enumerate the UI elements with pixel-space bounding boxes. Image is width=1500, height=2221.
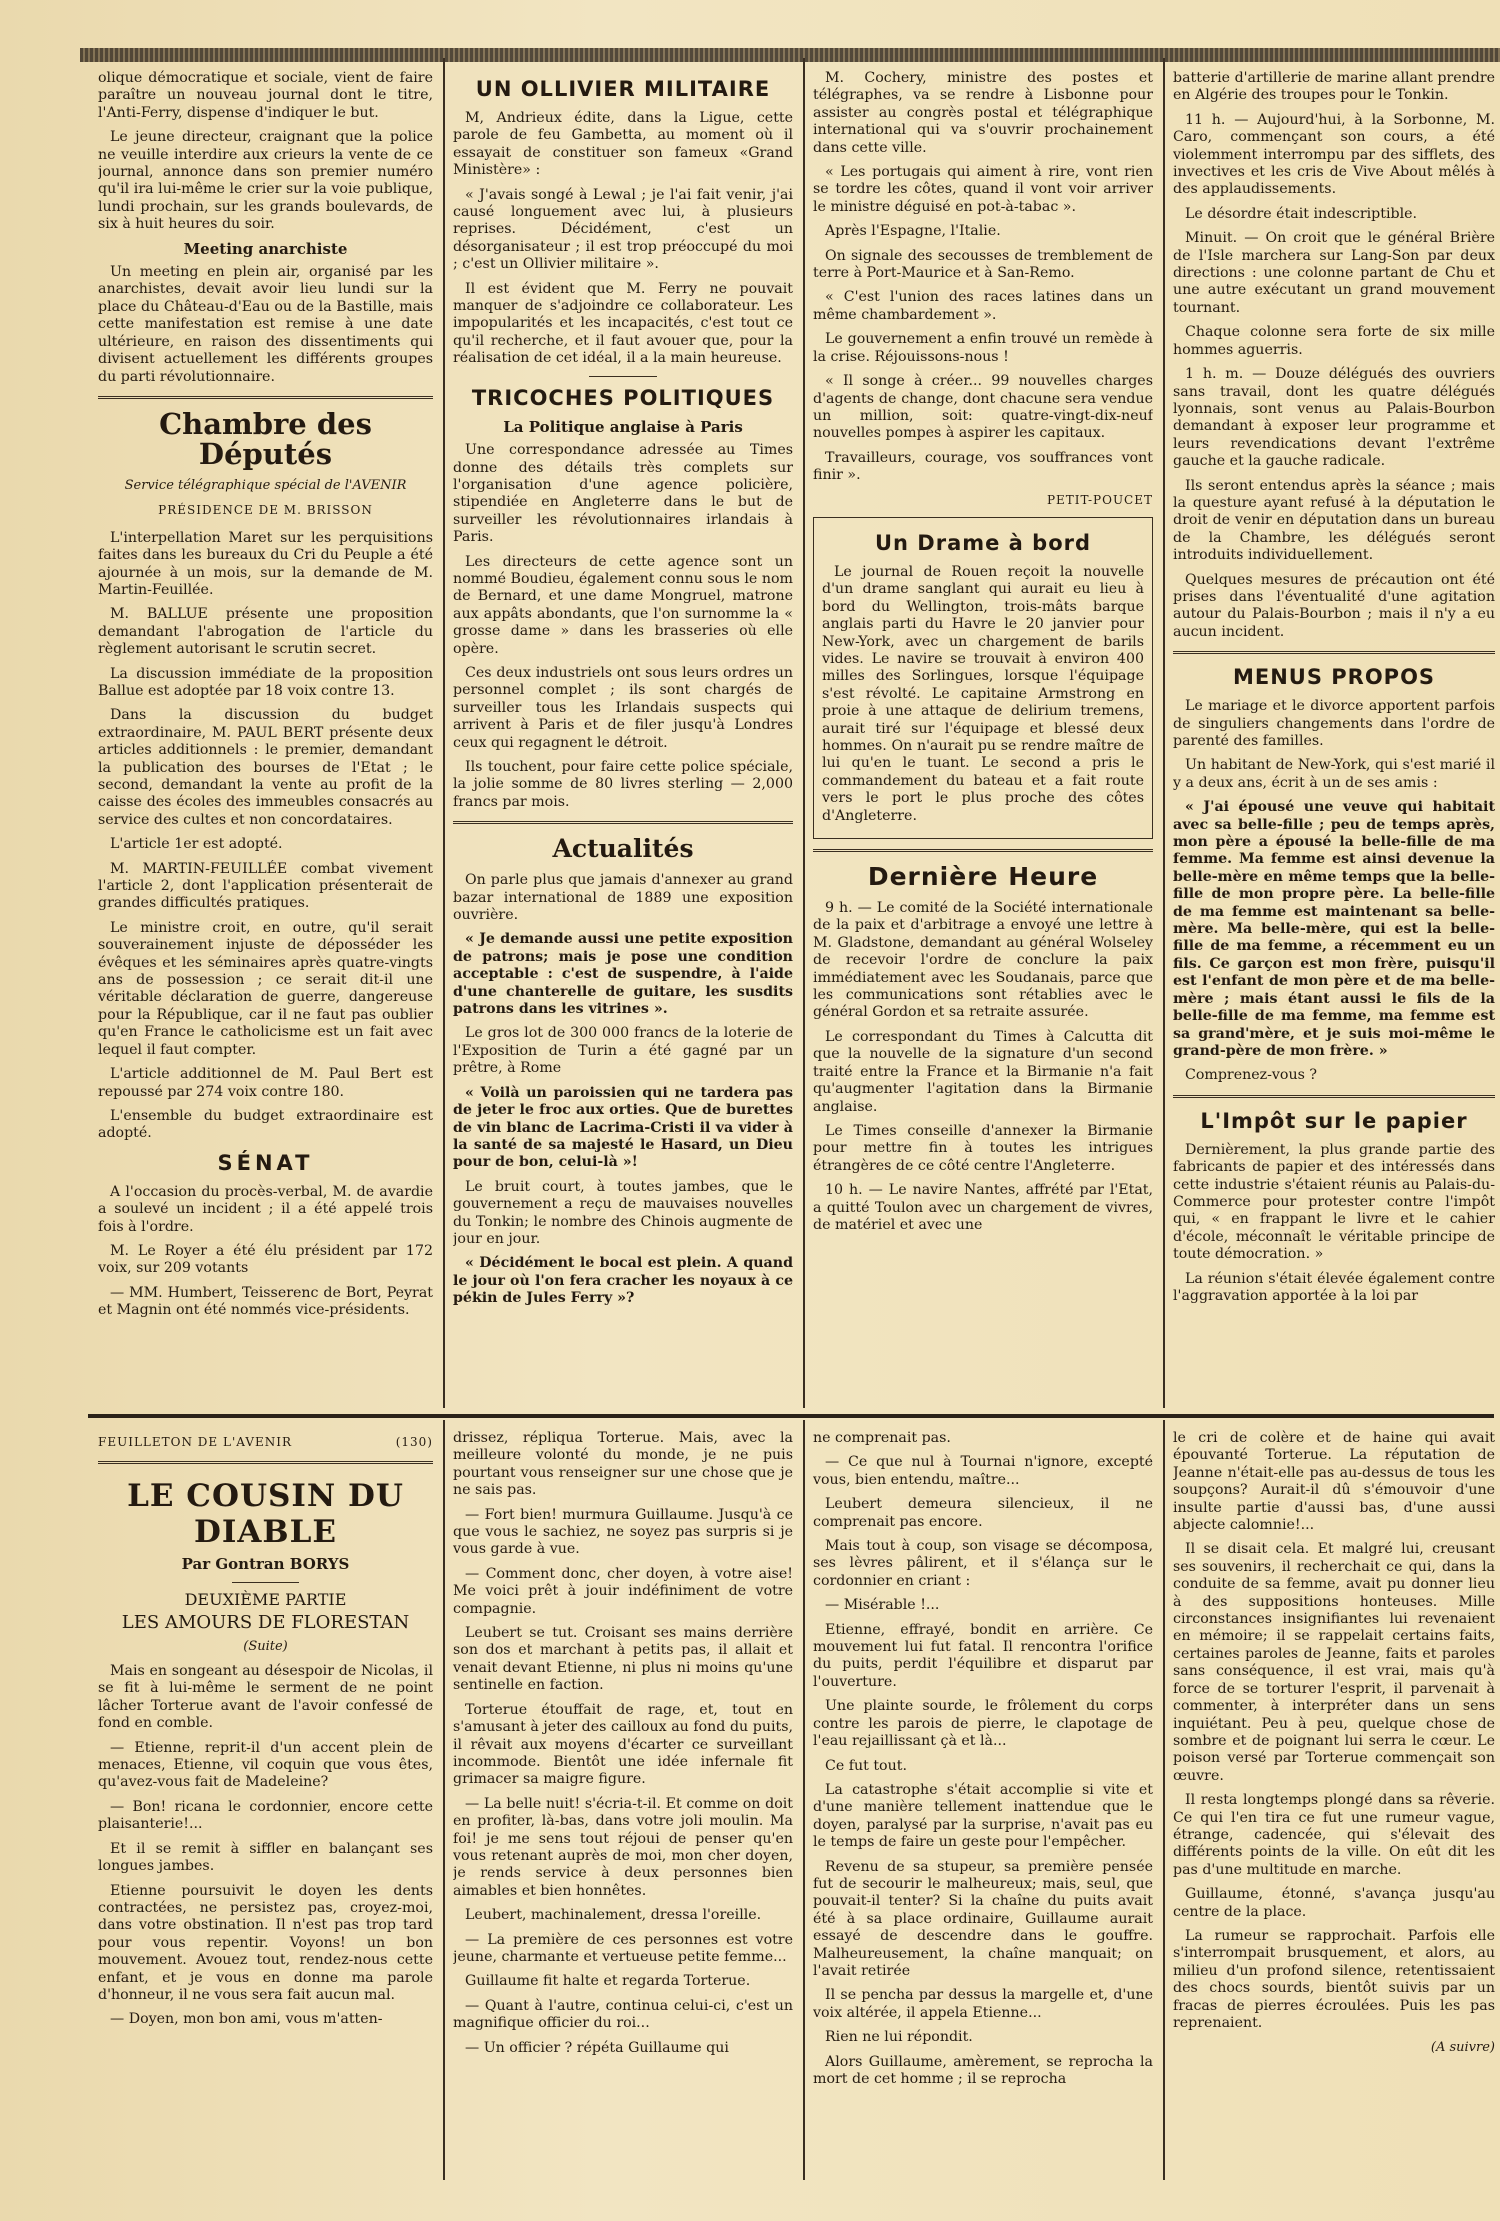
article-paragraph: « J'avais songé à Lewal ; je l'ai fait venir, j'ai causé longuement avec lui, à plusieurs reprises. Décidément, c'est un désorganisateur ; il est trop préoccupé du moi ; c'est un Ollivier militaire ».	[453, 186, 793, 273]
article-paragraph: Minuit. — On croit que le général Brière de l'Isle marchera sur Lang-Son par deux directions : une colonne partant de Chu et une autre exécutant un grand mouvement tournant.	[1173, 230, 1495, 316]
article-paragraph: Le journal de Rouen reçoit la nouvelle d'un drame sanglant qui aurait eu lieu à bord du Wellington, trois-mâts barque anglais parti du Havre le 20 janvier pour New-York, avec un chargement de barils vides. Le navire se trouvait à environ 400 milles des Sorlingues, lorsque l'équipage s'est révolté. Le capitaine Armstrong en proie à une attaque de delirium tremens, aurait tiré sur l'équipage et blessé deux hommes. On n'aurait pu se rendre maître de lui qu'en le tuant. Le second a pris le commandement du bateau et a fait route vers le port le plus proche des côtes d'Angleterre.	[822, 563, 1144, 824]
section-divider	[98, 1461, 433, 1464]
story-paragraph: — La première de ces personnes est votre jeune, charmante et vertueuse petite femme...	[453, 1931, 793, 1965]
story-paragraph: ne comprenait pas.	[813, 1430, 951, 1446]
article-paragraph: Ils seront entendus après la séance ; mais la questure ayant refusé à la députation le droit de venir en députation dans un bureau de la Chambre, les délégués seront introduits individuellement.	[1173, 477, 1495, 564]
divider	[589, 376, 657, 377]
story-paragraph: Torterue étouffait de rage, et, tout en s'amusant à jeter des cailloux au fond du puits, il rêvait aux moyens d'écarter ce surveillant incommode. Bientôt une idée infernale fit grimacer sa maigre figure.	[453, 1701, 793, 1788]
feuilleton-part: DEUXIÈME PARTIE	[184, 1589, 347, 1609]
article-paragraph: « Il songe à créer... 99 nouvelles charges d'agents de change, dont chacune sera vendue un million, soit: quatre-vingt-dix-neuf nouvelles pompes à aspirer les capitaux.	[813, 373, 1153, 442]
article-paragraph: Dernièrement, la plus grande partie des fabricants de papier et des intéressés dans cette industrie s'étaient réunis au Palais-du-Commerce pour protester contre l'impôt qui, « en frappant le livre et le cahier d'école, méconnaît le véritable principe de toute démocration. »	[1173, 1141, 1495, 1263]
story-paragraph: le cri de colère et de haine qui avait épouvanté Torterue. La réputation de Jeanne n'était-elle pas au-dessus de tous les soupçons? Aurait-il dû s'émouvoir d'une insulte partie d'aussi bas, d'une aussi abjecte calomnie!...	[1173, 1430, 1495, 1534]
article-paragraph: « J'ai épousé une veuve qui habitait avec sa belle-fille ; peu de temps après, mon père a épousé la belle-fille de ma femme. Ma femme est ainsi devenue la belle-mère en même temps que la belle-fille de mon propre père. La belle-fille de ma femme est maintenant sa belle-mère. Ma belle-mère, qui est la belle-fille de ma femme, a récemment eu un fils. Ce garçon est mon frère, puisqu'il est l'enfant de mon père et de ma belle-mère ; mais étant aussi le fils de la belle-fille de ma femme, ma femme est sa grand'mère, et je suis moi-même le grand-père de mon frère. »	[1173, 799, 1495, 1059]
column-1	[98, 70, 433, 1405]
story-paragraph: Leubert demeura silencieux, il ne comprenait pas encore.	[813, 1496, 1153, 1530]
section-heading: Actualités	[552, 834, 694, 864]
article-paragraph: On signale des secousses de tremblement de terre à Port-Maurice et à San-Remo.	[813, 247, 1153, 282]
article-paragraph: Le mariage et le divorce apportent parfois de singuliers changements dans l'ordre de parenté des familles.	[1173, 698, 1495, 749]
story-paragraph: Alors Guillaume, amèrement, se reprocha la mort de cet homme ; il se reprocha	[813, 2053, 1153, 2087]
column-2	[453, 70, 793, 1405]
article-paragraph: Le jeune directeur, craignant que la police ne veuille interdire aux crieurs la vente de ce journal, annonce dans son premier numéro qu'il ira lui-même le crier sur la voie publique, lundi prochain, sur les grands boulevards, de six à huit heures du soir.	[98, 129, 433, 233]
article-paragraph: L'article 1er est adopté.	[110, 836, 283, 853]
story-paragraph: La rumeur se rapprochait. Parfois elle s'interrompait brusquement, et alors, au milieu d'un profond silence, retentissaient des chocs sourds, bientôt suivis par un fracas de pierres écroulées. Puis les pas reprenaient.	[1173, 1927, 1495, 2031]
article-paragraph: La discussion immédiate de la proposition Ballue est adoptée par 18 voix contre 13.	[98, 665, 433, 699]
feuilleton-number: (130)	[395, 1435, 433, 1449]
to-be-continued: (A suivre)	[1430, 2040, 1495, 2056]
article-paragraph: Ils touchent, pour faire cette police spéciale, la jolie somme de 80 livres sterling — 2,000 francs par mois.	[453, 759, 793, 810]
column-rule	[1163, 58, 1165, 1408]
article-box	[813, 517, 1153, 839]
article-paragraph: Comprenez-vous ?	[1185, 1067, 1318, 1084]
article-paragraph: M. Le Royer a été élu président par 172 voix, sur 209 votants	[98, 1242, 433, 1277]
article-paragraph: « Je demande aussi une petite exposition de patrons; mais je pose une condition acceptable : c'est de suspendre, à l'aide d'une chanterelle de guitare, les susdits patrons dans les vitrines ».	[453, 931, 793, 1018]
feuilleton-label: FEUILLETON DE L'AVENIR	[98, 1435, 293, 1449]
article-paragraph: Une correspondance adressée au Times donne des détails très complets sur l'organisation d'une agence policière, stipendiée en Angleterre dans le but de surveiller les révolutionnaires irlandais à Paris.	[453, 442, 793, 546]
story-paragraph: Revenu de sa stupeur, sa première pensée fut de secourir le malheureux; mais, seul, que pouvait-il tenter? Si la chaîne du puits avait été à sa place ordinaire, Guillaume aurait essayé de descendre dans le gouffre. Malheureusement, la chaîne manquait; on l'avait retirée	[813, 1858, 1153, 1979]
story-paragraph: Une plainte sourde, le frôlement du corps contre les parois de pierre, le clapotage de l'eau rejaillissant çà et là...	[813, 1698, 1153, 1750]
section-heading: SÉNAT	[217, 1150, 314, 1175]
story-paragraph: Mais en songeant au désespoir de Nicolas, il se fit à lui-même le serment de ne point lâcher Torterue avant de l'avoir confessé de fond en comble.	[98, 1663, 433, 1732]
article-paragraph: La réunion s'était élevée également contre l'aggravation apportée à la loi par	[1173, 1270, 1495, 1304]
story-paragraph: — Quant à l'autre, continua celui-ci, c'est un magnifique officier du roi...	[453, 1997, 793, 2032]
story-paragraph: Il resta longtemps plongé dans sa rêverie. Ce qui l'en tira ce fut une rumeur vague, étrange, cadencée, qui s'élevait des différents points de la ville. On eût dit les pas d'une multitude en marche.	[1173, 1792, 1495, 1878]
article-paragraph: M, Andrieux édite, dans la Ligue, cette parole de feu Gambetta, au moment où il essayait de constituer son fameux «Grand Ministère» :	[453, 110, 793, 179]
story-paragraph: Etienne, effrayé, bondit en arrière. Ce mouvement lui fut fatal. Il rencontra l'orifice du puits, perdit l'équilibre et disparut par l'ouverture.	[813, 1621, 1153, 1690]
article-paragraph: L'ensemble du budget extraordinaire est adopté.	[98, 1107, 433, 1142]
article-paragraph: Dans la discussion du budget extraordinaire, M. PAUL BERT présente deux articles additionnels : le premier, demandant la publication des bourses de l'Etat ; le second, demandant la vente au profit de la caisse des écoles des immeubles consacrés au service des cultes et non concordataires.	[98, 707, 433, 828]
story-paragraph: — Misérable !...	[825, 1597, 940, 1614]
section-subheading: La Politique anglaise à Paris	[503, 417, 743, 436]
story-paragraph: Il se pencha par dessus la margelle et, d'une voix altérée, il appela Etienne...	[813, 1987, 1153, 2021]
article-paragraph: 11 h. — Aujourd'hui, à la Sorbonne, M. Caro, commençant son cours, a été violemment interrompu par des sifflets, des invectives et les cris de Vive About mêlés à des applaudissements.	[1173, 111, 1495, 198]
article-paragraph: On parle plus que jamais d'annexer au grand bazar international de 1889 une exposition ouvrière.	[453, 872, 793, 924]
column-3	[813, 70, 1153, 1405]
article-paragraph: « Voilà un paroissien qui ne tardera pas de jeter le froc aux orties. Que de burettes de vin blanc de Lacrima-Cristi il va vider à la santé de sa majesté le Hasard, un Dieu pour de bon, celui-là »!	[453, 1084, 793, 1171]
article-paragraph: Les directeurs de cette agence sont un nommé Boudieu, également connu sous le nom de Bernard, et une dame Mongruel, matrone aux appâts abondants, que l'on surnomme la « grosse dame » dans les brasseries où elle opère.	[453, 553, 793, 657]
section-divider	[1173, 651, 1495, 654]
article-paragraph: « Décidément le bocal est plein. A quand le jour où l'on fera cracher les noyaux à ce pékin de Jules Ferry »?	[453, 1255, 793, 1307]
story-paragraph: Guillaume fit halte et regarda Torterue.	[465, 1973, 751, 1990]
section-heading: TRICOCHES POLITIQUES	[471, 385, 775, 410]
section-divider	[453, 821, 793, 824]
story-paragraph: Mais tout à coup, son visage se décomposa, ses lèvres pâlirent, et il s'élança sur le cordonnier en criant :	[813, 1538, 1153, 1589]
article-paragraph: M. Cochery, ministre des postes et télégraphes, va se rendre à Lisbonne pour assister au congrès postal et télégraphique international qui va s'ouvrir prochainement dans cette ville.	[813, 70, 1153, 156]
story-paragraph: La catastrophe s'était accomplie si vite et d'une manière tellement inattendue que le doyen, paralysé par la surprise, n'avait pas eu le temps de faire un geste pour l'empêcher.	[813, 1781, 1153, 1851]
feuilleton-divider	[88, 1414, 1494, 1418]
feuilleton-column-3	[813, 1430, 1153, 2190]
article-paragraph: M. BALLUE présente une proposition demandant l'abrogation de l'article du règlement autorisant le scrutin secret.	[98, 606, 433, 658]
article-paragraph: A l'occasion du procès-verbal, M. de avardie a soulevé un incident ; il a été appelé trois fois à l'ordre.	[98, 1183, 433, 1235]
story-paragraph: Ce fut tout.	[825, 1757, 907, 1774]
column-4	[1173, 70, 1495, 1405]
article-paragraph: olique démocratique et sociale, vient de faire paraître un nouveau journal dont le titre, l'Anti-Ferry, dispense d'indiquer le but.	[98, 70, 433, 121]
top-border	[80, 48, 1500, 62]
article-paragraph: Le gouvernement a enfin trouvé un remède à la crise. Réjouissons-nous !	[813, 331, 1153, 365]
story-paragraph: Guillaume, étonné, s'avança jusqu'au centre de la place.	[1173, 1886, 1495, 1920]
column-rule	[443, 1420, 445, 2180]
story-paragraph: Il se disait cela. Et malgré lui, creusant ses souvenirs, il recherchait ce qui, dans la conduite de sa femme, avait pu donner lieu à des suppositions honteuses. Mille circonstances insignifiantes lui revenaient en mémoire; il se rappelait certains faits, certaines paroles de Jeanne, faits et paroles sans conséquence, il est vrai, mais qu'à force de se torturer l'esprit, il parvenait à commenter, à interpréter dans un sens inquiétant. Peu à peu, quelque chose de sombre et de poignant lui serra le cœur. Le poison versé par Torterue commençait son œuvre.	[1173, 1541, 1495, 1784]
story-paragraph: Leubert se tut. Croisant ses mains derrière son dos et marchant à petits pas, il allait et venait devant Etienne, ni plus ni moins qu'une sentinelle en faction.	[453, 1625, 793, 1694]
article-paragraph: L'interpellation Maret sur les perquisitions faites dans les bureaux du Cri du Peuple a été ajournée à un mois, sur la demande de M. Martin-Feuillée.	[98, 529, 433, 598]
article-paragraph: Le ministre croit, en outre, qu'il serait souverainement injuste de déposséder les évêques et les séminaires après quatre-vingts ans de possession ; ce serait dit-il une véritable déclaration de guerre, dangereuse pour la République, car il ne faut pas oublier qu'en France le catholicisme est un fait avec lequel il faut compter.	[98, 919, 433, 1058]
article-paragraph: 10 h. — Le navire Nantes, affrété par l'Etat, a quitté Toulon avec un chargement de vivres, de matériel et avec une	[813, 1182, 1153, 1233]
story-paragraph: Etienne poursuivit le doyen les dents contractées, ne persistez pas, croyez-moi, dans votre obstination. Il n'est pas trop tard pour vous repentir. Voyons! un bon mouvement. Avouez tout, rendez-nous cette enfant, et je vous en donne ma parole d'honneur, il ne vous sera fait aucun mal.	[98, 1882, 433, 2003]
story-paragraph: — Un officier ? répéta Guillaume qui	[465, 2039, 729, 2056]
section-divider	[1173, 1095, 1495, 1098]
story-paragraph: — Bon! ricana le cordonnier, encore cette plaisanterie!...	[98, 1798, 433, 1833]
article-paragraph: Travailleurs, courage, vos souffrances vont finir ».	[813, 449, 1153, 484]
feuilleton-column-4	[1173, 1430, 1495, 2190]
section-heading: Dernière Heure	[867, 862, 1099, 892]
column-rule	[1163, 1420, 1165, 2180]
story-paragraph: — La belle nuit! s'écria-t-il. Et comme on doit en profiter, là-bas, dans votre joli moulin. Ma foi! je me sens tout réjoui de penser qu'en vous retenant auprès de moi, mon cher doyen, je rends service à deux personnes bien aimables et bien honnêtes.	[453, 1795, 793, 1899]
divider	[232, 1582, 299, 1583]
section-heading: L'Impôt sur le papier	[1200, 1108, 1468, 1133]
story-paragraph: — Etienne, reprit-il d'un accent plein de menaces, Etienne, vil coquin que vous êtes, qu'avez-vous fait de Madeleine?	[98, 1739, 433, 1791]
article-paragraph: « C'est l'union des races latines dans un même chambardement ».	[813, 289, 1153, 323]
article-paragraph: batterie d'artillerie de marine allant prendre en Algérie des troupes pour le Tonkin.	[1173, 70, 1495, 104]
story-paragraph: — Doyen, mon bon ami, vous m'atten-	[110, 2011, 383, 2028]
section-subheading: Service télégraphique spécial de l'AVENIR	[124, 477, 407, 493]
section-subheading: PRÉSIDENCE DE M. BRISSON	[158, 503, 373, 518]
feuilleton-header	[98, 1434, 433, 1451]
article-paragraph: Il est évident que M. Ferry ne pouvait manquer de s'adjoindre ce collaborateur. Les impopularités et les incapacités, c'est tout ce qu'il recherche, et il faut avouer que, pour la réalisation de cet idéal, il a la main heureuse.	[453, 280, 793, 367]
story-paragraph: — Fort bien! murmura Guillaume. Jusqu'à ce que vous le sachiez, ne soyez pas surpris si je vous garde à vue.	[453, 1506, 793, 1558]
article-paragraph: 1 h. m. — Douze délégués des ouvriers sans travail, dont les quatre délégués lyonnais, sont venus au Palais-Bourbon demandant à exposer leur programme et leurs revendications devant l'extrême gauche et la gauche radicale.	[1173, 366, 1495, 470]
signature: PETIT-POUCET	[1046, 492, 1153, 507]
article-paragraph: L'article additionnel de M. Paul Bert est repoussé par 274 voix contre 180.	[98, 1066, 433, 1100]
article-paragraph: Chaque colonne sera forte de six mille hommes aguerris.	[1173, 324, 1495, 358]
article-paragraph: Le correspondant du Times à Calcutta dit que la nouvelle de la signature d'un second traité entre la France et la Birmanie n'a fait qu'augmenter l'agitation dans la Birmanie anglaise.	[813, 1028, 1153, 1115]
article-paragraph: « Les portugais qui aiment à rire, vont rien se tordre les côtes, quand il vont voir arriver le ministre déguisé en pot-à-tabac ».	[813, 164, 1153, 215]
section-heading: Chambre des Députés	[159, 406, 372, 471]
story-paragraph: Rien ne lui répondit.	[825, 2029, 973, 2046]
article-paragraph: Un meeting en plein air, organisé par les anarchistes, devait avoir lieu lundi sur la place du Château-d'Eau ou de la Bastille, mais cette manifestation est remise à une date ultérieure, en raison des dissentiments qui divisent actuellement les différents groupes du parti révolutionnaire.	[98, 264, 433, 385]
feuilleton-author: Par Gontran BORYS	[181, 1555, 350, 1574]
article-paragraph: Le bruit court, à toutes jambes, que le gouvernement a reçu de mauvaises nouvelles du Tonkin; le nombre des Chinois augmente de jour en jour.	[453, 1178, 793, 1247]
section-divider	[98, 396, 433, 399]
column-rule	[803, 1420, 805, 2180]
section-divider	[813, 849, 1153, 852]
article-paragraph: — MM. Humbert, Teisserenc de Bort, Peyrat et Magnin ont été nommés vice-présidents.	[98, 1284, 433, 1319]
article-paragraph: 9 h. — Le comité de la Société internationale de la paix et d'arbitrage a envoyé une lettre à M. Gladstone, demandant au général Wolseley de recevoir l'ordre de conclure la paix immédiatement avec les Soudanais, parce que les communications sont rétablies avec le général Gordon et sa retraite assurée.	[813, 900, 1153, 1021]
article-paragraph: Un habitant de New-York, qui s'est marié il y a deux ans, écrit à un de ses amis :	[1173, 757, 1495, 791]
feuilleton-title: LE COUSIN DU DIABLE	[127, 1478, 404, 1551]
story-paragraph: drissez, répliqua Torterue. Mais, avec la meilleure volonté du monde, je ne puis pourtant vous renseigner sur une chose que je ne sais pas.	[453, 1430, 793, 1499]
article-paragraph: Après l'Espagne, l'Italie.	[825, 223, 1001, 240]
section-heading: UN OLLIVIER MILITAIRE	[475, 77, 771, 101]
article-paragraph: Le Times conseille d'annexer la Birmanie pour mettre fin à toutes les intrigues étrangères de ce côté centre l'Angleterre.	[813, 1122, 1153, 1174]
story-paragraph: — Ce que nul à Tournai n'ignore, excepté vous, bien entendu, maître...	[813, 1454, 1153, 1488]
column-rule	[803, 58, 805, 1408]
article-paragraph: Quelques mesures de précaution ont été prises dans l'éventualité d'une agitation autour du Palais-Bourbon ; mais il n'y a eu aucun incident.	[1173, 571, 1495, 640]
column-rule	[443, 58, 445, 1408]
article-paragraph: M. MARTIN-FEUILLÉE combat vivement l'article 2, dont l'application présenterait de grandes difficultés pratiques.	[98, 860, 433, 912]
section-heading: Un Drame à bord	[874, 530, 1092, 555]
feuilleton-column-1	[98, 1430, 433, 2190]
story-paragraph: Et il se remit à siffler en balançant ses longues jambes.	[98, 1840, 433, 1875]
story-paragraph: Leubert, machinalement, dressa l'oreille.	[465, 1907, 762, 1924]
feuilleton-column-2	[453, 1430, 793, 2190]
article-paragraph: Le désordre était indescriptible.	[1185, 205, 1418, 222]
feuilleton-suite: (Suite)	[243, 1638, 288, 1654]
article-paragraph: Ces deux industriels ont sous leurs ordres un personnel complet ; ils sont chargés de surveiller tous les Irlandais suspects qui arrivent à Paris et de filer jusqu'à Londres ceux qui regagnent le détroit.	[453, 664, 793, 751]
article-paragraph: Le gros lot de 300 000 francs de la loterie de l'Exposition de Turin a été gagné par un prêtre, à Rome	[453, 1025, 793, 1077]
section-heading: MENUS PROPOS	[1232, 665, 1436, 690]
story-paragraph: — Comment donc, cher doyen, à votre aise! Me voici prêt à jouir indéfiniment de votre compagnie.	[453, 1565, 793, 1617]
section-heading: Meeting anarchiste	[183, 239, 348, 258]
feuilleton-subtitle: LES AMOURS DE FLORESTAN	[121, 1612, 410, 1634]
